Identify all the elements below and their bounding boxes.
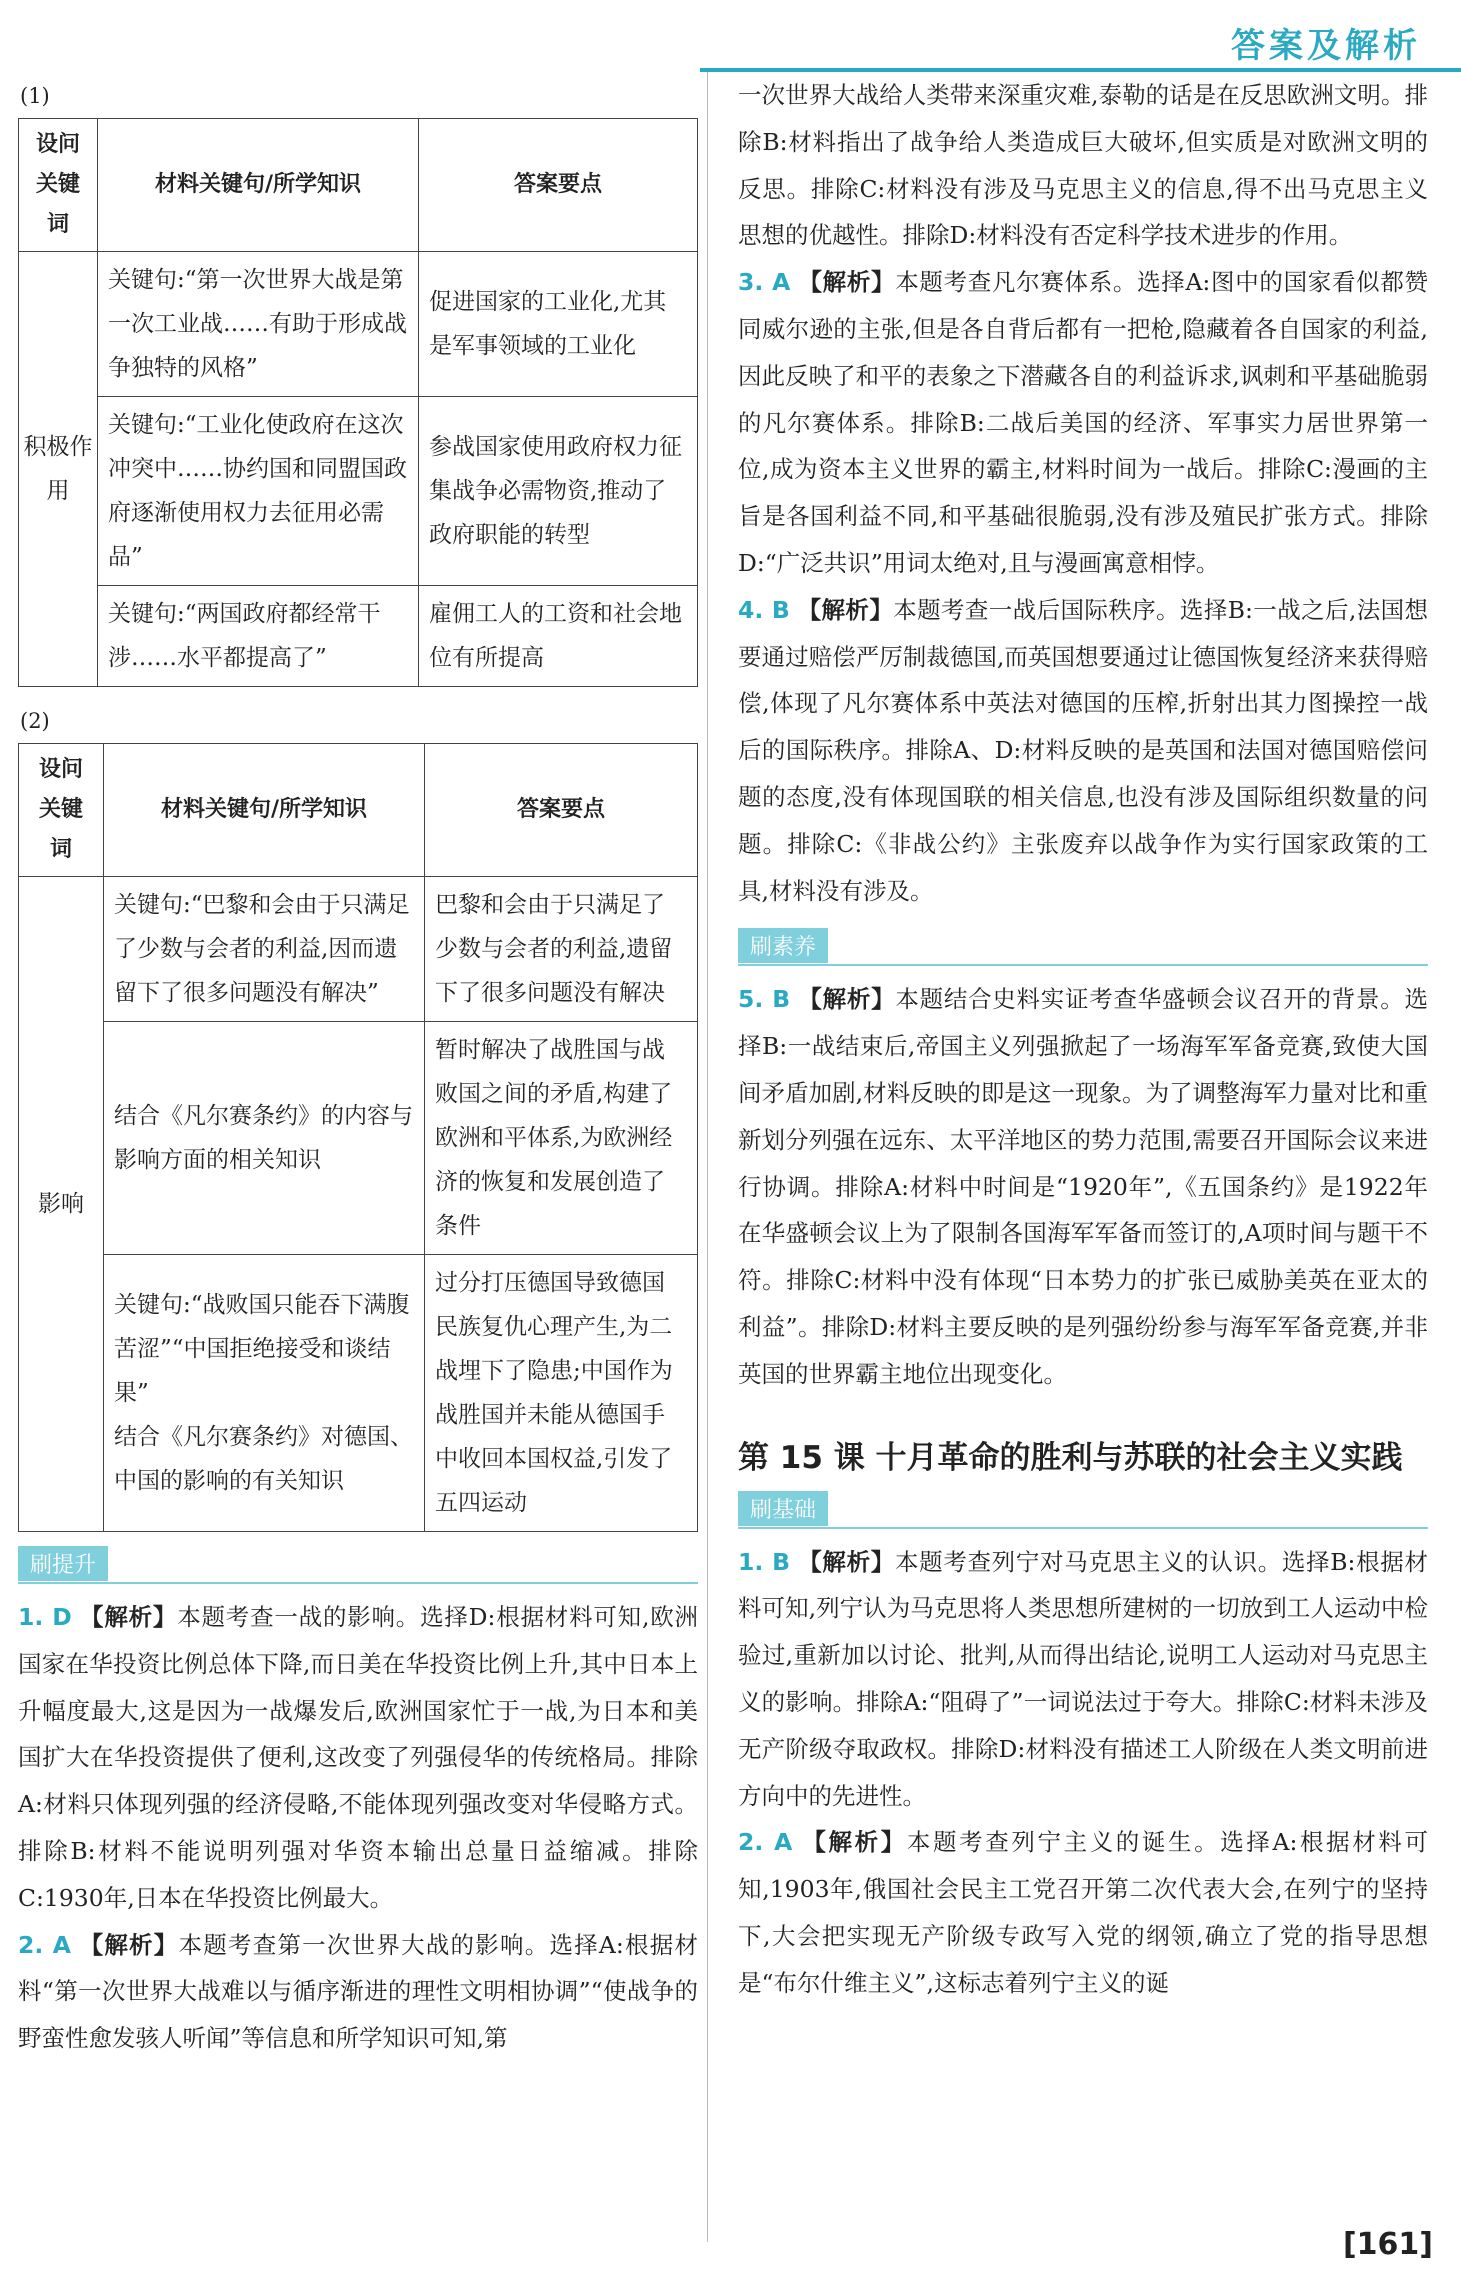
table-cell: 参战国家使用政府权力征集战争必需物资,推动了政府职能的转型: [419, 397, 698, 586]
table-row: [19, 877, 698, 1022]
table-header: 答案要点: [425, 744, 698, 877]
table-cell: 巴黎和会由于只满足了少数与会者的利益,遗留下了很多问题没有解决: [425, 877, 698, 1022]
table-header: 设问关键词: [19, 744, 104, 877]
answer-text: 本题考查一战后国际秩序。选择B:一战之后,法国想要通过赔偿严厉制裁德国,而英国想要通过让德国恢复经济来获得赔偿,体现了凡尔赛体系中英法对德国的压榨,折射出其力图操控一战后的国际秩序。排除A、D:材料反映的是英国和法国对德国赔偿问题的态度,没有体现国联的相关信息,也没有涉及国际组织数量的问题。排除C:《非战公约》主张废弃以战争作为实行国家政策的工具,材料没有涉及。: [738, 595, 1429, 905]
table-row: [19, 252, 698, 397]
table2-label: (2): [20, 709, 50, 733]
analysis-tag: 【解析】: [797, 595, 894, 624]
analysis-tag: 【解析】: [798, 268, 896, 297]
answer-table-2: [18, 743, 698, 1532]
table-group-cell: 积极作用: [19, 252, 98, 687]
answer-number: 4. B: [738, 595, 790, 624]
answer-number: 1. B: [738, 1547, 791, 1576]
section-tag: 刷素养: [738, 928, 828, 963]
continued-text: 一次世界大战给人类带来深重灾难,泰勒的话是在反思欧洲文明。排除B:材料指出了战争给人类造成巨大破坏,但实质是对欧洲文明的反思。排除C:材料没有涉及马克思主义的信息,得不出马克思主义思想的优越性。排除D:材料没有否定科学技术进步的作用。: [738, 81, 1428, 250]
table-header: 设问关键词: [19, 119, 98, 252]
table-cell: 关键句:“战败国只能吞下满腹苦涩”“中国拒绝接受和谈结果” 结合《凡尔赛条约》对德国、中国的影响的有关知识: [104, 1255, 425, 1532]
answer-table-1: [18, 118, 698, 687]
answer-text: 本题考查列宁主义的诞生。选择A:根据材料可知,1903年,俄国社会民主工党召开第二次代表大会,在列宁的坚持下,大会把实现无产阶级专政写入党的纲领,确立了党的指导思想是“布尔什维主义”,这标志着列宁主义的诞: [738, 1828, 1429, 1997]
table-cell: 促进国家的工业化,尤其是军事领域的工业化: [419, 252, 698, 397]
answer-number: 1. D: [18, 1603, 72, 1631]
answer-number: 3. A: [738, 268, 791, 297]
table-header: 材料关键句/所学知识: [98, 119, 419, 252]
page-number: [161]: [1342, 2227, 1433, 2262]
analysis-tag: 【解析】: [798, 1547, 895, 1576]
table-row: [19, 1255, 698, 1532]
answer-text: 本题考查列宁对马克思主义的认识。选择B:根据材料可知,列宁认为马克思将人类思想所建树的一切放到工人运动中检验过,重新加以讨论、批判,从而得出结论,说明工人运动对马克思主义的影响。排除A:“阻碍了”一词说法过于夸大。排除C:材料未涉及无产阶级夺取政权。排除D:材料没有描述工人阶级在人类文明前进方向中的先进性。: [738, 1547, 1428, 1810]
page-number-value: 161: [1356, 2227, 1420, 2262]
column-divider: [707, 72, 708, 2242]
answer-item: [738, 1539, 1428, 1820]
left-column: [18, 78, 698, 2062]
table-header: 答案要点: [419, 119, 698, 252]
table-cell: 关键句:“两国政府都经常干涉……水平都提高了”: [98, 586, 419, 687]
section-tag-row: [738, 928, 1428, 966]
analysis-tag: 【解析】: [798, 985, 896, 1014]
answer-number: 2. A: [18, 1930, 71, 1959]
answer-item: [738, 587, 1428, 915]
table-group-cell: 影响: [19, 877, 104, 1532]
analysis-tag: 【解析】: [79, 1930, 179, 1959]
table-cell: 过分打压德国导致德国民族复仇心理产生,为二战埋下了隐患;中国作为战胜国并未能从德国手中收回本国权益,引发了五四运动: [425, 1255, 698, 1532]
answer-text: 本题结合史料实证考查华盛顿会议召开的背景。选择B:一战结束后,帝国主义列强掀起了一场海军军备竞赛,致使大国间矛盾加剧,材料反映的即是这一现象。为了调整海军力量对比和重新划分列强在远东、太平洋地区的势力范围,需要召开国际会议来进行协调。排除A:材料中时间是“1920年”,《五国条约》是1922年在华盛顿会议上为了限制各国海军军备而签订的,A项时间与题干不符。排除C:材料中没有体现“日本势力的扩张已威胁美英在亚太的利益”。排除D:材料主要反映的是列强纷纷参与海军军备竞赛,并非英国的世界霸主地位出现变化。: [738, 985, 1428, 1388]
answer-text: 本题考查一战的影响。选择D:根据材料可知,欧洲国家在华投资比例总体下降,而日美在华投资比例上升,其中日本上升幅度最大,这是因为一战爆发后,欧洲国家忙于一战,为日本和美国扩大在华投资提供了便利,这改变了列强侵华的传统格局。排除A:材料只体现列强的经济侵略,不能体现列强改变对华侵略方式。排除B:材料不能说明列强对华资本输出总量日益缩减。排除C:1930年,日本在华投资比例最大。: [18, 1603, 699, 1912]
header-title: 答案及解析: [1231, 26, 1421, 66]
answer-item: [738, 976, 1428, 1397]
table-cell: 暂时解决了战胜国与战败国之间的矛盾,构建了欧洲和平体系,为欧洲经济的恢复和发展创造了条件: [425, 1022, 698, 1255]
table1-label: (1): [20, 84, 50, 108]
right-column: [738, 72, 1428, 2006]
answer-text: 本题考查凡尔赛体系。选择A:图中的国家看似都赞同威尔逊的主张,但是各自背后都有一把枪,隐藏着各自国家的利益,因此反映了和平的表象之下潜藏各自的利益诉求,讽刺和平基础脆弱的凡尔赛体系。排除B:二战后美国的经济、军事实力居世界第一位,成为资本主义世界的霸主,材料时间为一战后。排除C:漫画的主旨是各国利益不同,和平基础很脆弱,没有涉及殖民扩张方式。排除D:“广泛共识”用词太绝对,且与漫画寓意相悖。: [738, 268, 1429, 577]
section-tag-row: [738, 1491, 1428, 1529]
answer-text: 本题考查第一次世界大战的影响。选择A:根据材料“第一次世界大战难以与循序渐进的理性文明相协调”“使战争的野蛮性愈发骇人听闻”等信息和所学知识可知,第: [18, 1930, 698, 2053]
section-tag: 刷基础: [738, 1491, 828, 1526]
answer-item: [18, 1922, 698, 2062]
answer-item: [18, 1594, 698, 1922]
section-tag-row: [18, 1546, 698, 1584]
table-header: 材料关键句/所学知识: [104, 744, 425, 877]
answer-number: 2. A: [738, 1828, 793, 1857]
table-header-row: [19, 744, 698, 877]
table-header-row: [19, 119, 698, 252]
table-cell: 关键句:“第一次世界大战是第一次工业战……有助于形成战争独特的风格”: [98, 252, 419, 397]
lesson-title: 第 15 课 十月革命的胜利与苏联的社会主义实践: [738, 1439, 1403, 1476]
answer-number: 5. B: [738, 985, 791, 1014]
table-cell: 结合《凡尔赛条约》的内容与影响方面的相关知识: [104, 1022, 425, 1255]
analysis-tag: 【解析】: [80, 1603, 178, 1631]
analysis-tag: 【解析】: [802, 1828, 907, 1857]
answer-item: [738, 1819, 1428, 2006]
section-tag: 刷提升: [18, 1546, 108, 1581]
table-cell: 关键句:“工业化使政府在这次冲突中……协约国和同盟国政府逐渐使用权力去征用必需品”: [98, 397, 419, 586]
table-row: [19, 586, 698, 687]
answer-item: [738, 259, 1428, 587]
table-cell: 雇佣工人的工资和社会地位有所提高: [419, 586, 698, 687]
table-cell: 关键句:“巴黎和会由于只满足了少数与会者的利益,因而遗留下了很多问题没有解决”: [104, 877, 425, 1022]
table-row: [19, 397, 698, 586]
table-row: [19, 1022, 698, 1255]
